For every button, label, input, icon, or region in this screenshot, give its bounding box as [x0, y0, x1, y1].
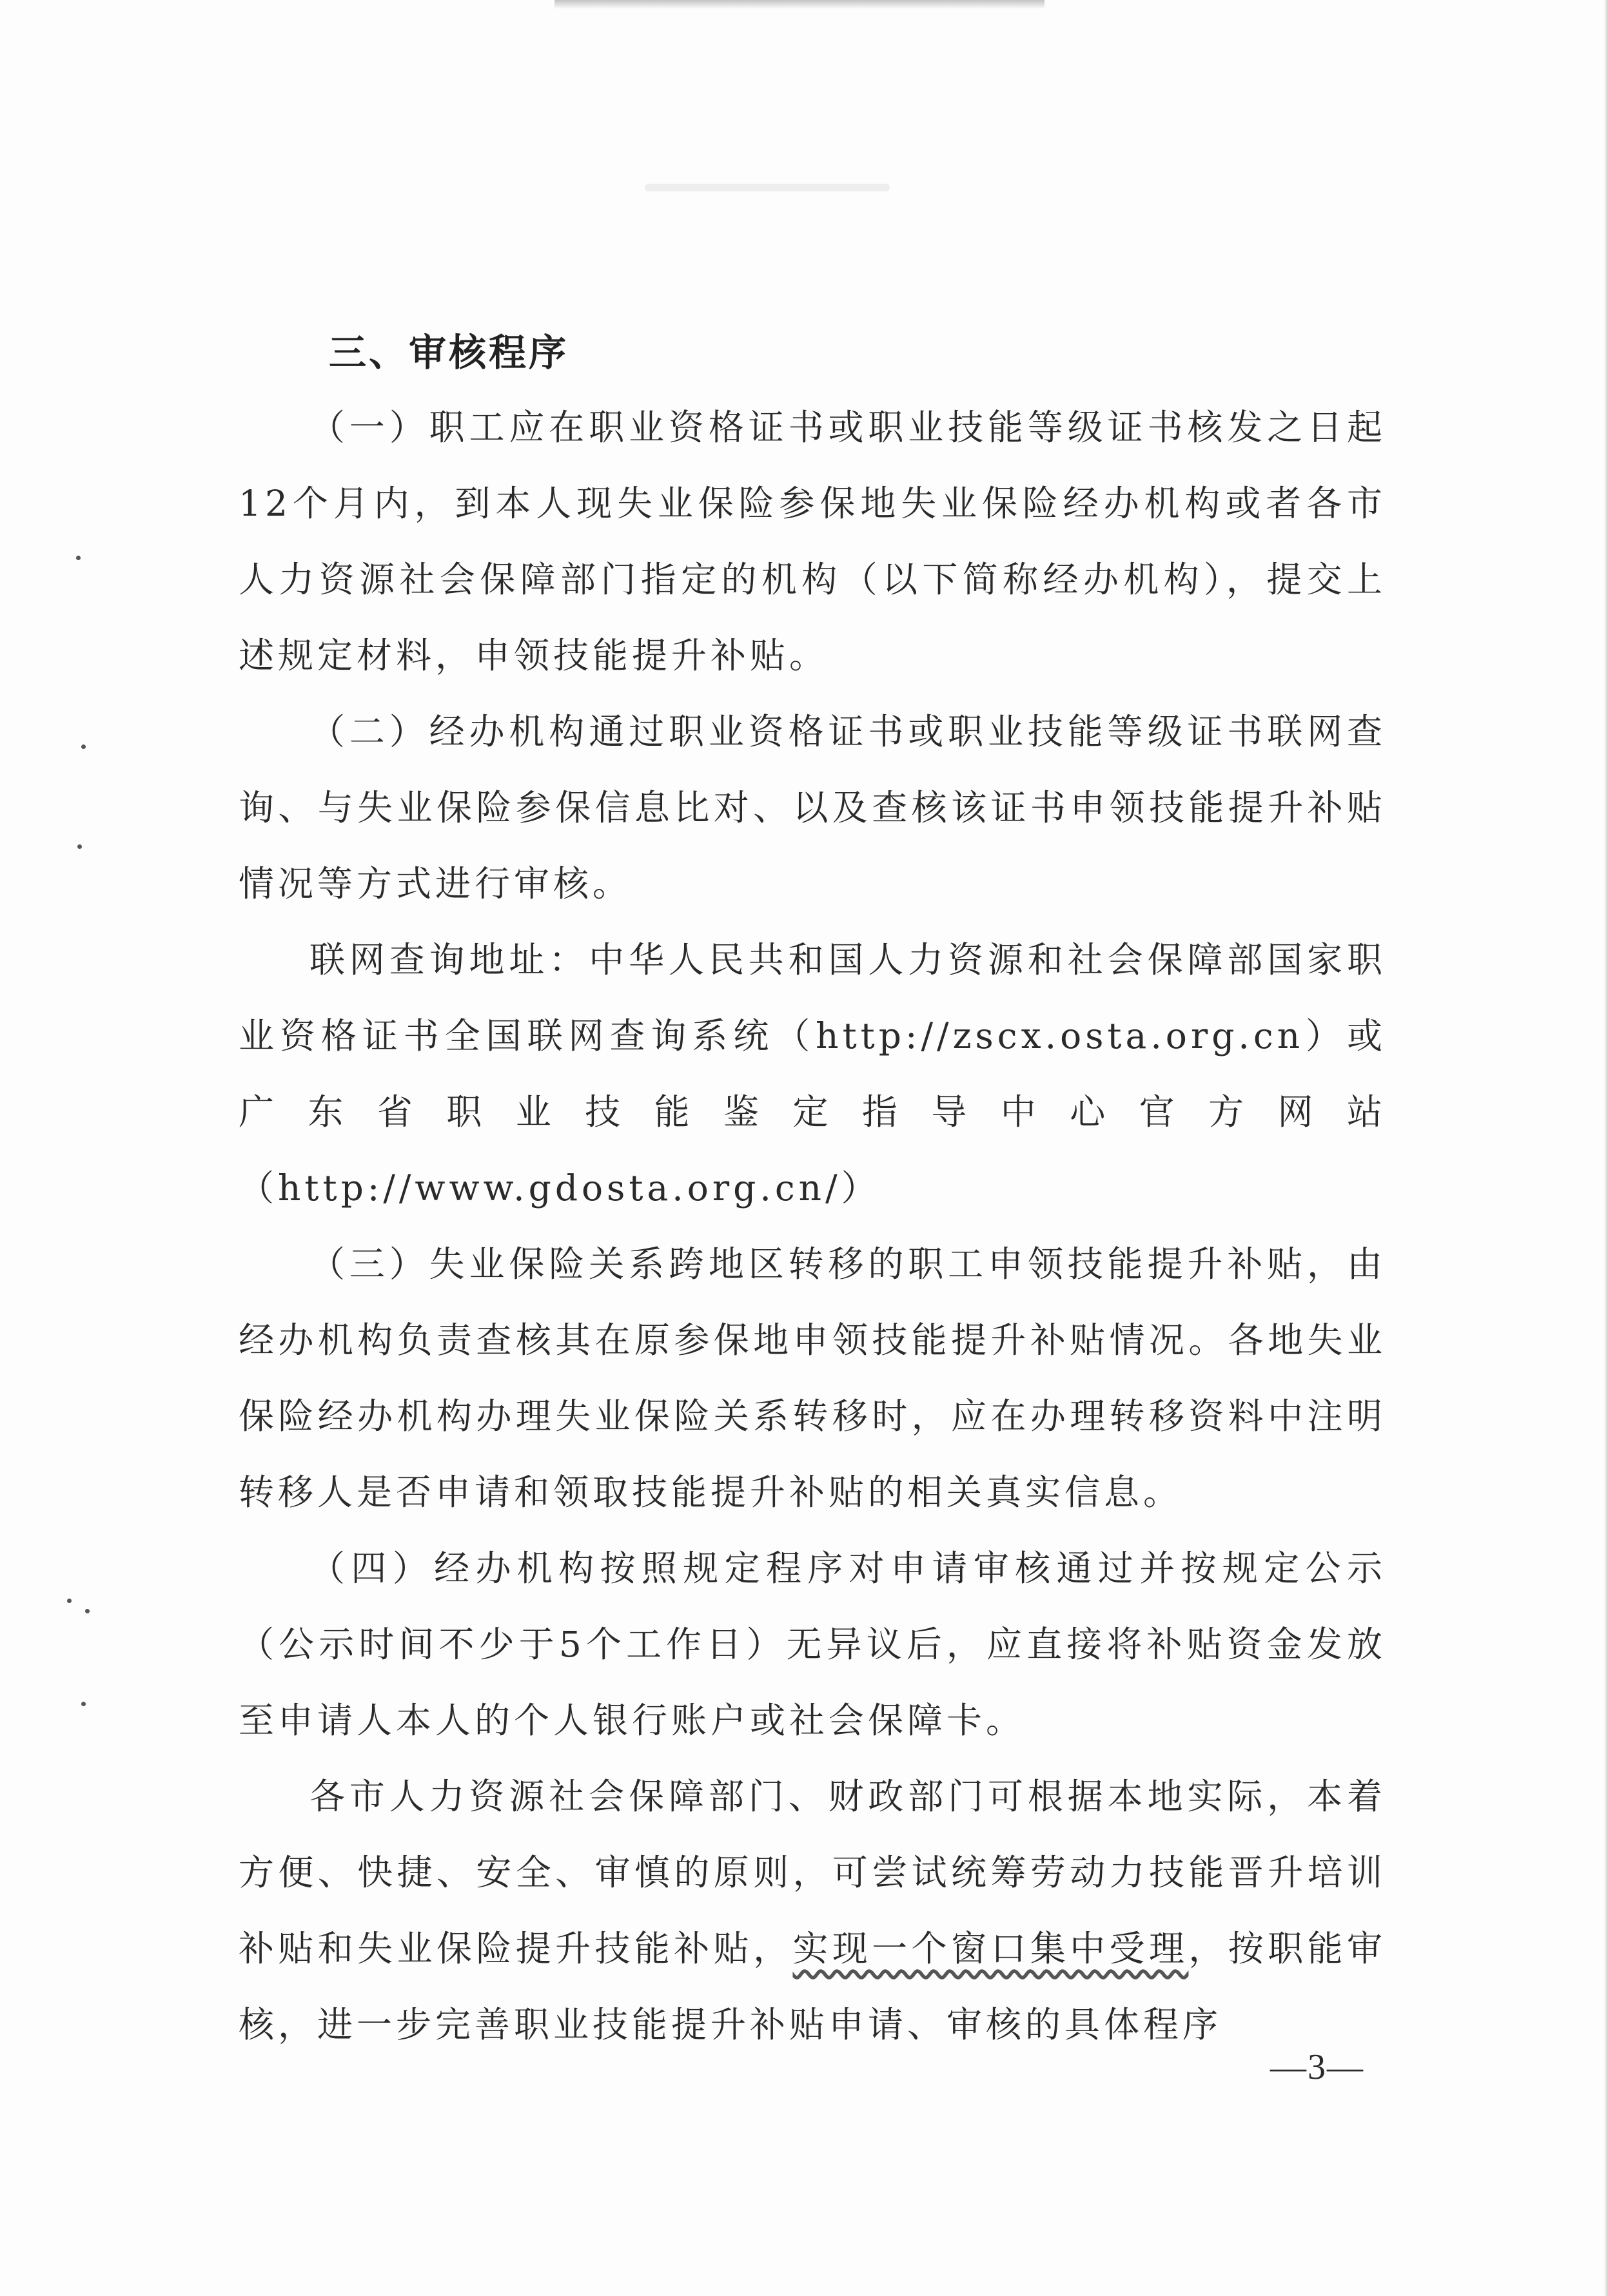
scan-artifact-top	[554, 0, 1044, 9]
paragraph-6	[239, 1758, 1386, 2063]
scan-artifact-smudge	[645, 184, 890, 191]
margin-mark	[67, 1599, 72, 1603]
margin-mark	[77, 844, 82, 849]
margin-mark	[81, 744, 86, 749]
page-number: —3—	[1270, 2047, 1364, 2087]
paragraph-3-query-address	[239, 922, 1386, 1226]
margin-mark	[85, 1609, 90, 1613]
paragraph-text: （四）经办机构按照规定程序对申请审核通过并按规定公示（公示时间不少于5个工作日）无异议后，应直接将补贴资金发放至申请人本人的个人银行账户或社会保障卡。	[239, 1548, 1386, 1741]
paragraph-5	[239, 1530, 1386, 1758]
document-body	[239, 316, 1386, 2063]
paragraph-text: ，按职能审核，进一步完善职业技能提升补贴申请、审核的具体程序	[239, 1928, 1386, 2045]
scan-edge-shadow	[1604, 0, 1608, 2296]
section-heading: 三、审核程序	[329, 331, 569, 375]
paragraph-text: （三）失业保险关系跨地区转移的职工申领技能提升补贴，由经办机构负责查核其在原参保地申领技能提升补贴情况。各地失业保险经办机构办理失业保险关系转移时，应在办理转移资料中注明转移人是否申请和领取技能提升补贴的相关真实信息。	[239, 1243, 1386, 1513]
paragraph-text: 各市人力资源社会保障部门、财政部门可根据本地实际，本着方便、快捷、安全、审慎的原则，可尝试统筹劳动力技能晋升培训补贴和失业保险提升技能补贴，	[239, 1776, 1386, 1969]
paragraph-2	[239, 694, 1386, 922]
margin-mark	[81, 1702, 86, 1706]
paragraph-1	[239, 389, 1386, 694]
paragraph-text: （一）职工应在职业资格证书或职业技能等级证书核发之日起12个月内，到本人现失业保险参保地失业保险经办机构或者各市人力资源社会保障部门指定的机构（以下简称经办机构），提交上述规定材料，申领技能提升补贴。	[239, 407, 1386, 676]
underlined-phrase: 实现一个窗口集中受理	[792, 1928, 1189, 1969]
margin-mark	[76, 556, 81, 560]
paragraph-text: 联网查询地址：中华人民共和国人力资源和社会保障部国家职业资格证书全国联网查询系统（http://zscx.osta.org.cn）或广东省职业技能鉴定指导中心官方网站（http://www.gdosta.org.cn/）	[239, 939, 1386, 1209]
paragraph-4	[239, 1226, 1386, 1530]
paragraph-text: （二）经办机构通过职业资格证书或职业技能等级证书联网查询、与失业保险参保信息比对、以及查核该证书申领技能提升补贴情况等方式进行审核。	[239, 711, 1386, 904]
